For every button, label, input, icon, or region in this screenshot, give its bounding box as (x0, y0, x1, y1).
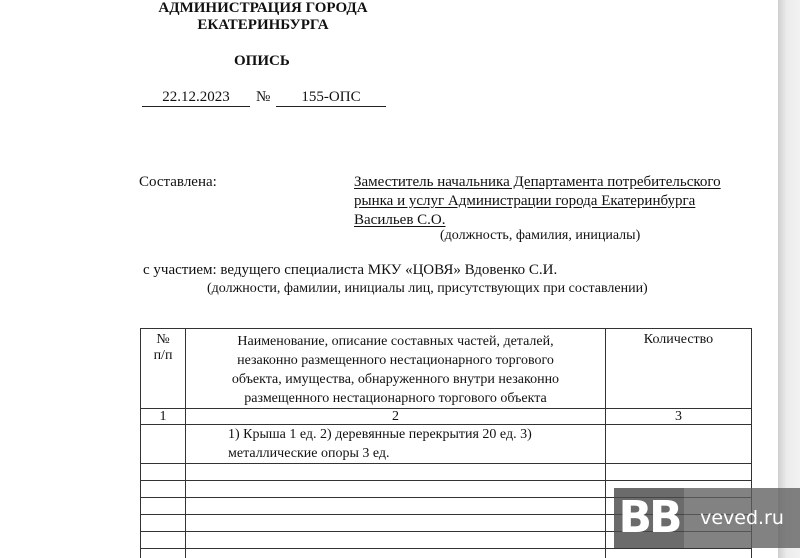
empty-cell (141, 549, 186, 558)
index-cell-2: 2 (186, 409, 606, 425)
header-name-line-2: незаконно размещенного нестационарного торгового (237, 353, 554, 368)
watermark (614, 488, 800, 548)
empty-cell (606, 549, 752, 558)
item-number-cell (141, 425, 186, 464)
empty-cell (141, 515, 186, 532)
watermark-logo: BB (614, 488, 684, 548)
composed-by (354, 173, 739, 230)
empty-cell (186, 464, 606, 481)
page-edge-shadow (778, 0, 800, 558)
empty-cell (186, 481, 606, 498)
organization-line-1: АДМИНИСТРАЦИЯ ГОРОДА (158, 0, 368, 16)
header-name-cell (186, 329, 606, 409)
composed-line-1: Заместитель начальника Департамента потребительского (354, 174, 721, 190)
empty-cell (186, 498, 606, 515)
table-header-row (141, 329, 752, 409)
table-row (141, 549, 752, 558)
header-name-line-3: объекта, имущества, обнаруженного внутри незаконно (231, 372, 560, 387)
organization-name (140, 0, 386, 34)
number-sign: № (256, 89, 271, 105)
empty-cell (141, 532, 186, 549)
participation-hint: (должности, фамилии, инициалы лиц, присутствующих при составлении) (207, 281, 648, 296)
composed-label: Составлена: (139, 174, 217, 190)
header-number-cell (141, 329, 186, 409)
item-line-2: металлические опоры 3 ед. (228, 446, 390, 461)
document-title: ОПИСЬ (234, 53, 290, 69)
composed-line-2: рынка и услуг Администрации города Екатеринбурга (354, 193, 696, 209)
header-quantity-cell: Количество (606, 329, 752, 409)
table-row (141, 464, 752, 481)
empty-cell (141, 481, 186, 498)
composed-line-3: Васильев С.О. (354, 212, 446, 228)
header-number-line-2: п/п (153, 348, 173, 363)
table-index-row (141, 409, 752, 425)
index-cell-1: 1 (141, 409, 186, 425)
empty-cell (186, 515, 606, 532)
organization-line-2: ЕКАТЕРИНБУРГА (197, 17, 329, 33)
empty-cell (186, 532, 606, 549)
participation-text: с участием: ведущего специалиста МКУ «ЦОВЯ» Вдовенко С.И. (143, 262, 558, 278)
empty-cell (186, 549, 606, 558)
item-description-cell (186, 425, 606, 464)
document-number: 155-ОПС (276, 89, 386, 107)
header-number-line-1: № (156, 332, 170, 347)
header-name-line-1: Наименование, описание составных частей, деталей, (237, 334, 554, 349)
header-name-line-4: размещенного нестационарного торгового объекта (244, 391, 547, 406)
table-row (141, 425, 752, 464)
empty-cell (141, 498, 186, 515)
empty-cell (606, 464, 752, 481)
composed-hint: (должность, фамилия, инициалы) (440, 228, 641, 243)
item-line-1: 1) Крыша 1 ед. 2) деревянные перекрытия 20 ед. 3) (228, 427, 532, 442)
empty-cell (141, 464, 186, 481)
document-date: 22.12.2023 (142, 89, 250, 107)
watermark-site: veved.ru (684, 488, 800, 548)
index-cell-3: 3 (606, 409, 752, 425)
item-quantity-cell (606, 425, 752, 464)
